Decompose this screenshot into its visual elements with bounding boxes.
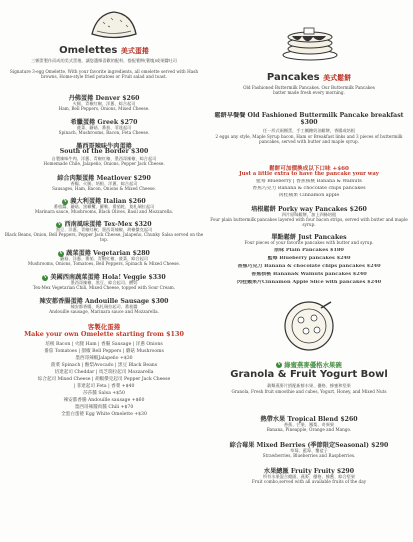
omelettes-title-en: Omelettes (59, 45, 118, 56)
menu-item-desc-en: Four plain buttermilk pancakes layered with four bacon strips, served with butter and maple syrup. (210, 217, 408, 227)
pancakes-title-zh: 美式鬆餅 (323, 74, 352, 82)
menu-item-desc: 黑豆、洋蔥、青椒紅椒、墨西哥辣椒、胡椒傑克起司 (55, 227, 153, 232)
pancake-extra-option: 肉桂蘋果 Cinnamon apple (278, 193, 340, 198)
option-line: | 菲達起司 Feta | 香菜 +$40 (73, 384, 135, 389)
menu-item-desc-en: Mushrooms, Onions, Tomatoes, Bell Peppers, Spinach & Mixed Cheese. (27, 261, 181, 266)
option-line: 辣安都香腸 Andouille sausage +$60 (63, 398, 145, 403)
vegetarian-icon: V (57, 221, 62, 227)
omelettes-desc-en: Signature 3-egg Omelette, With your favorite ingredients, all omelette served with Hash browns, Home-style fried potatoes or Fruit salad and toast. (9, 69, 199, 79)
menu-item-desc: 香蕉、芒果、鳳梨、奇異果 (283, 422, 335, 427)
menu-item-desc: 番茄醬、蘑菇、黑橄欖、羅勒、番茄乾、莫札瑞拉起司 (53, 204, 155, 209)
pancakes-title-en: Pancakes (266, 72, 320, 83)
custom-omelette-title-en: Make your own Omelette starting from $130 (24, 330, 184, 338)
menu-item-pancake-breakfast: 鬆餅早餐餐 Old Fashioned Buttermilk Pancake breakfast $300 (214, 112, 404, 126)
granola-title: Granola & Fruit Yogurt Bowl (230, 369, 388, 380)
menu-item-denver: 丹佛蛋捲 Denver $260 (68, 95, 140, 102)
menu-item-meatlover: 綜合肉類蛋捲 Meatlover $290 (57, 175, 151, 182)
menu-item-desc: 草莓、藍莓、覆盆子 (290, 448, 328, 453)
menu-item-fruity: 水果總匯 Fruity Fruity $290 (263, 468, 355, 475)
option-line: 切達起司 Cheddar | 馬芝瑞拉起司 Mozzarella (54, 370, 154, 375)
pancake-option: 香蕉核桃 Banana& Walnuts pancakes $240 (251, 272, 367, 277)
pancake-extras-subtitle: Just a little extra to have the pancake your way (239, 171, 379, 177)
menu-item-desc-en: Fruit combo,served with all available fruits of the day (251, 479, 367, 484)
menu-item-desc-en: Sausages, Ham, Bacon, Onions & Mixed Cheese. (52, 186, 156, 191)
menu-item-name: 義大利蛋捲 Italian $260 (70, 198, 146, 205)
menu-item-desc-en: Four pieces of your favorite pancakes with butter and syrup. (244, 240, 374, 245)
option-line: 莎莎醬 Salsa +$50 (83, 391, 125, 396)
omelettes-title-zh: 美式蛋捲 (120, 47, 149, 55)
option-line: 全蛋白蛋捲 Egg White Omelette +$30 (61, 412, 147, 417)
omelettes-title (4, 45, 204, 57)
menu-item-mixed-berries: 綜合莓果 Mixed Berries (季節限定Seasonal) $290 (229, 442, 389, 449)
menu-item-desc-en: Andouille sausage, Marinara sauce and Mozzarella. (49, 309, 159, 314)
menu-item-desc: 火腿、青椒紅椒、洋蔥、綜合起司 (72, 101, 136, 106)
menu-item-porky-pancakes: 培根鬆餅 Porky way Pancakes $260 (251, 206, 367, 213)
menu-item-desc-en: 2 eggs any style, Maple Syrup bacon, Ham or Breakfast links and 3 pieces of buttermilk pancakes, served with butter and maple syrup. (215, 134, 403, 144)
option-line: 培根 Bacon | 火腿 Ham | 香腸 Sausage | 洋蔥 Onions (45, 342, 163, 347)
custom-omelette-options (4, 341, 204, 418)
custom-omelette-title-zh: 客製化蛋捲 (87, 323, 121, 331)
option-line: 綜合起司 Mixed Cheese | 胡椒傑克起司 Pepper Jack Cheese (37, 377, 171, 382)
vegetarian-icon: V (59, 250, 63, 256)
menu-item-name: 蔬菜蛋捲 Vegetarian $280 (66, 250, 150, 257)
vegetarian-icon: V (43, 274, 48, 280)
menu-item-desc: 墨西哥辣椒、黑豆、綜合起司、酸奶 (70, 280, 138, 285)
menu-item-desc-en: Spinach, Mushrooms, Bacon, Feta Cheese. (58, 130, 150, 135)
menu-item-desc-en: Marinara sauce, Mushrooms, Black Olives, Basil and Mozzarella. (34, 209, 174, 214)
menu-item-just-pancakes: 單點鬆餅 Just Pancakes (271, 234, 347, 241)
menu-item-andouille: 辣安都香腸蛋捲 Andouille Sausage $300 (39, 298, 169, 305)
menu-item-name: 西南風味蛋捲 Tex-Mex $320 (64, 221, 152, 228)
vegetarian-icon: V (63, 198, 67, 204)
menu-item-desc-en: Banana, Pineapple, Orange and Mango. (266, 427, 352, 432)
option-line: 菠菜 Spinach | 酪梨Avocado | 黑豆 Black Beans (50, 363, 158, 368)
pancakes-desc-en: Old Fashioned Buttermilk Pancakes. Our Buttermilk Pancakes batter made fresh every morning. (243, 85, 375, 95)
option-line: 墨西哥辣醬肉醬 Chili +$70 (74, 405, 134, 410)
granola-title-zh-text: 綠蜜燕麥優格水果碗 (284, 361, 342, 369)
option-line: 墨西哥辣椒Jalapeño +$30 (75, 356, 133, 361)
pancake-extras-title: 鬆餅可加價換成以下口味 +$60 (269, 166, 349, 172)
option-line: 番茄 Tomatoes | 甜椒 Bell Peppers | 蘑菇 Mushrooms (44, 349, 164, 354)
pancake-option: 藍莓 Blueberry pancakes $240 (267, 256, 351, 261)
menu-item-desc: 所有水果混合總匯，燕麥、優格、蜂蜜、綜合堅果 (262, 474, 356, 479)
pancake-option: 肉桂蘋果片Cinnamon Apple Slice with pancakes $240 (236, 280, 382, 285)
pancake-extra-option: 香蕉巧克力 Banana & chocolate chips pancakes (252, 186, 366, 191)
menu-item-name: 美國西南蔬菜蛋捲 Hola! Veggie $330 (50, 274, 166, 281)
menu-item-desc-en: Ham, Bell Peppers, Onions, Mixed Cheese. (58, 106, 150, 111)
pancake-stack-icon (280, 22, 340, 62)
omelette-icon (89, 8, 139, 42)
vegetarian-icon: V (277, 362, 281, 367)
menu-item-south: 墨西哥辣味牛肉蛋捲 (76, 143, 132, 150)
granola-title-zh (208, 360, 410, 369)
menu-item-desc: 香腸、火腿、培根、洋蔥、綜合起司 (70, 181, 138, 186)
pancake-option: 原味 Plain Pancakes $180 (274, 248, 344, 253)
menu-item-desc: 任一形式兩顆蛋，手工楓糖奶油鬆餅，香腸或培根 (262, 128, 356, 133)
menu-item-desc: 菠菜、蘑菇、番茄、菲達起司 (76, 125, 132, 130)
granola-desc-en: Granola, Fresh fruit smoothie and cubes, Yogurt, Honey, and Mixed Nuts (231, 389, 387, 394)
menu-item-desc: 辣安都香腸、馬札瑞拉起司、番茄醬 (70, 304, 138, 309)
menu-item-greek: 希臘蛋捲 Greek $270 (70, 119, 138, 126)
menu-item-desc: 自製辣味牛肉、洋蔥、青椒紅椒、墨西哥辣椒、綜合起司 (51, 156, 157, 161)
menu-item-desc: 四片原味鬆餅，加上四條培根 (281, 212, 337, 217)
menu-item-desc: 蘑菇、洋蔥、番茄、青椒紅椒、菠菜、綜合起司 (60, 256, 148, 261)
granola-bowl-icon (281, 298, 337, 354)
pancake-extra-option: 藍莓 Blueberry | 香蕉核桃 Banana & Walnuts (256, 179, 362, 184)
pancakes-title (208, 72, 410, 84)
granola-desc-zh: 穀類燕麥片搭配新鮮水果、優格、蜂蜜和堅果 (267, 383, 351, 388)
menu-item-tropical: 熱帶水果 Tropical Blend $260 (260, 416, 358, 423)
menu-item-desc-en: Tex-Mex Vegetarian Chili, Mixed Cheese, topped with Sour Cream. (32, 285, 176, 290)
menu-item-desc-en: Homemade Chile, Jalapeño, Onions, Pepper Jack Cheese. (43, 161, 165, 166)
menu-item-desc-en: Black Beans, Onion, Bell Peppers, Pepper Jack Cheese, Jalapeño, Chunky Salsa served on the top. (4, 232, 204, 242)
pancake-option: 香蕉巧克力 Banana & chocolate chips pancakes $240 (237, 264, 381, 269)
menu-item-south-en: South of the Border $300 (59, 148, 149, 155)
omelettes-desc-zh: 三顆蛋製作而成的美式蛋捲，讓您選擇喜歡的配料，搭配薯餅(薯塊)或果醬吐司 (31, 58, 177, 63)
menu-item-desc-en: Strawberries, Blueberries and Raspberries. (262, 453, 356, 458)
